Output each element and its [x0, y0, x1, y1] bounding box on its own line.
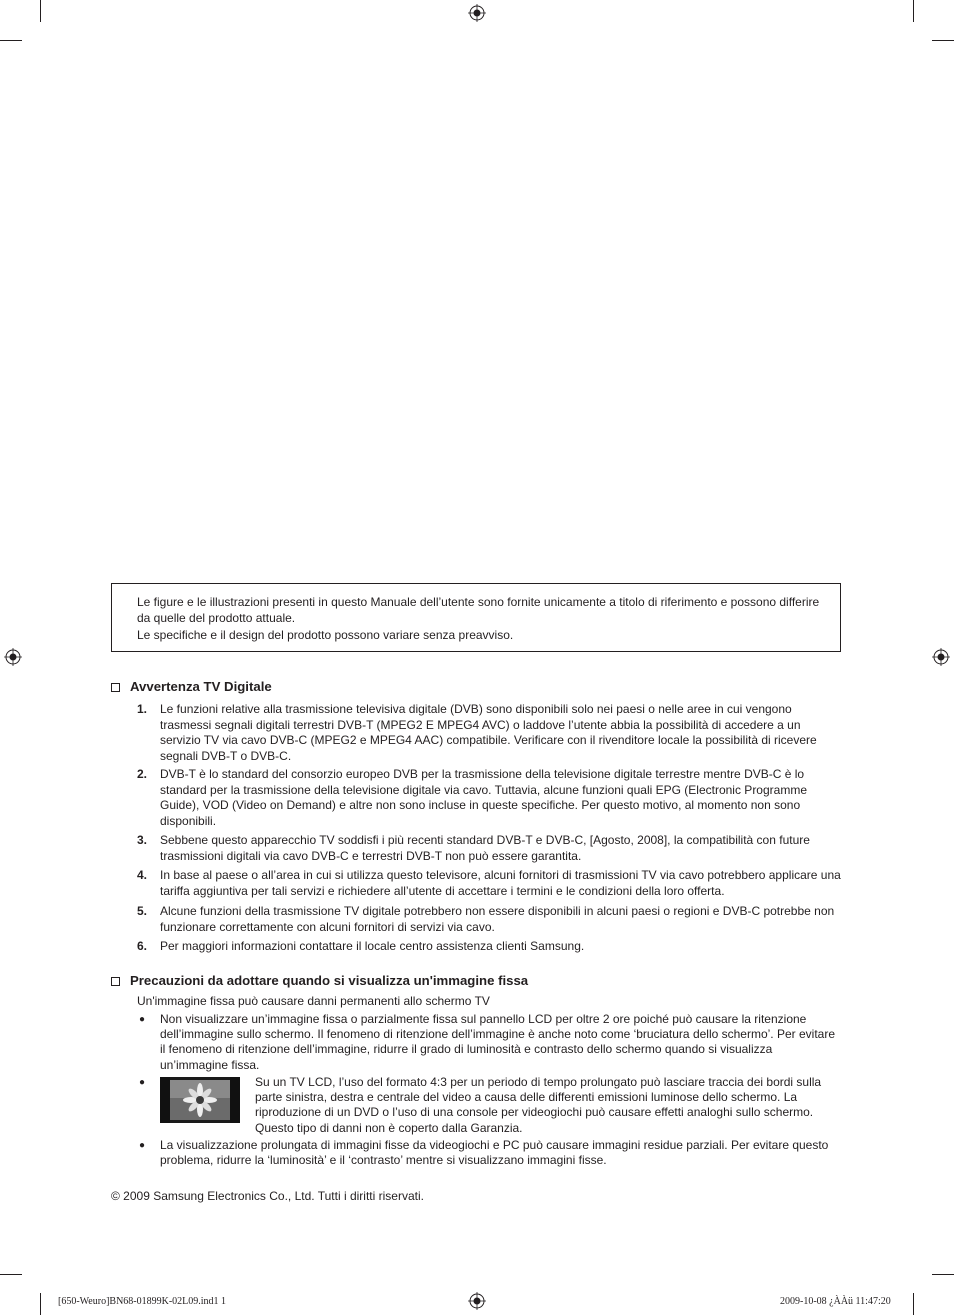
notice-box — [111, 583, 841, 652]
crop-mark — [913, 0, 914, 22]
crop-mark — [932, 40, 954, 41]
bullet-text: La visualizzazione prolungata di immagini fisse da videogiochi e PC può causare immagini residue parziali. Per evitare questo problema, ridurre la ‘luminosità’ e il ‘contrasto’ mentre si visualizzano immagini fisse. — [160, 1138, 829, 1168]
bullet-item — [137, 1138, 842, 1168]
print-footer-right: 2009-10-08 ¿ÀÀü 11:47:20 — [780, 1296, 891, 1307]
crop-mark — [40, 0, 41, 22]
list-item — [137, 702, 842, 764]
crop-mark — [932, 1274, 954, 1275]
list-item-text: Sebbene questo apparecchio TV soddisfi i più recenti standard DVB-T e DVB-C, [Agosto, 2008], la compatibilità con future trasmissioni digitali via cavo DVB-C e terrestri DVB-T non può essere garantita. — [160, 833, 810, 863]
section-title-text: Avvertenza TV Digitale — [130, 679, 272, 694]
list-item — [137, 904, 842, 935]
list-item — [137, 767, 842, 829]
registration-mark-icon — [468, 4, 486, 22]
list-item-number: 6. — [137, 939, 148, 953]
list-item-number: 1. — [137, 702, 148, 716]
notice-line: Le figure e le illustrazioni presenti in questo Manuale dell’utente sono fornite unicamente a titolo di riferimento e possono differire — [137, 595, 820, 609]
list-item-text: Per maggiori informazioni contattare il locale centro assistenza clienti Samsung. — [160, 939, 585, 953]
section-title-text: Precauzioni da adottare quando si visualizza un'immagine fissa — [130, 973, 529, 988]
crop-mark — [0, 1274, 22, 1275]
bullet-text: Non visualizzare un’immagine fissa o parzialmente fissa sul pannello LCD per oltre 2 ore poiché può causare la ritenzione dell’immagine sullo schermo. Il fenomeno di ritenzione dell’immagine è anche noto come ‘bruciatura dello schermo’. Per evitare il fenomeno di ritenzione dell’immagine, ridurre il grado di luminosità e contrasto dello schermo quando si visualizza un’immagine fissa. — [160, 1012, 835, 1072]
checkbox-square-icon — [111, 977, 120, 986]
section-title-still-image — [111, 973, 528, 989]
print-footer-left: [650-Weuro]BN68-01899K-02L09.ind1 1 — [58, 1296, 227, 1307]
bullet-icon: ● — [139, 1077, 146, 1088]
list-item-number: 3. — [137, 833, 148, 847]
tv-still-image-icon — [160, 1077, 240, 1123]
list-item-number: 4. — [137, 868, 148, 882]
list-item — [137, 868, 842, 899]
bullet-icon: ● — [139, 1140, 146, 1151]
notice-line: da quelle del prodotto attuale. — [137, 611, 296, 625]
bullet-icon: ● — [139, 1014, 146, 1025]
bullet-item — [137, 1012, 842, 1073]
list-item-text: Alcune funzioni della trasmissione TV digitale potrebbero non essere disponibili in alcuni paesi o regioni e DVB-C potrebbe non funzionare correttamente con alcuni fornitori di servizi via cavo. — [160, 904, 835, 934]
section-title-digital-tv — [111, 679, 272, 695]
list-item-text: DVB-T è lo standard del consorzio europeo DVB per la trasmissione della televisione digitale terrestre mentre DVB-C è lo standard per la trasmissione della televisione digitale via cavo. Tuttavia, alcune funzioni quali EPG (Electronic Programme Guide), VOD (Video on Demand) e altre non sono incluse in queste specifiche. Per questo motivo, al momento non sono disponibili. — [160, 767, 807, 828]
crop-mark — [40, 1293, 41, 1315]
list-item — [137, 833, 842, 864]
registration-mark-icon — [468, 1292, 486, 1310]
bullet-text: Su un TV LCD, l’uso del formato 4:3 per un periodo di tempo prolungato può lasciare traccia dei bordi sulla parte sinistra, destra e centrale del video a causa delle differenti emissioni luminose dello schermo. La riproduzione di un DVD o l’uso di una console per videogiochi può causare effetti analoghi sullo schermo. Questo tipo di danni non è coperto dalla Garanzia. — [255, 1075, 822, 1135]
list-item-number: 2. — [137, 767, 148, 781]
crop-mark — [913, 1293, 914, 1315]
list-item-text: In base al paese o all’area in cui si utilizza questo televisore, alcuni fornitori di trasmissioni TV via cavo potrebbero applicare una tariffa aggiuntiva per tali servizi e richiedere all’utente di accettare i termini e le condizioni della loro offerta. — [160, 868, 841, 898]
notice-line: Le specifiche e il design del prodotto possono variare senza preavviso. — [137, 628, 514, 642]
checkbox-square-icon — [111, 683, 120, 692]
list-item — [137, 939, 842, 955]
list-item-number: 5. — [137, 904, 148, 918]
registration-mark-icon — [4, 648, 22, 666]
crop-mark — [0, 40, 22, 41]
bullet-item-with-image — [137, 1075, 842, 1136]
section-intro: Un'immagine fissa può causare danni permanenti allo schermo TV — [137, 994, 490, 1008]
copyright-text: © 2009 Samsung Electronics Co., Ltd. Tutti i diritti riservati. — [111, 1189, 424, 1203]
registration-mark-icon — [932, 648, 950, 666]
list-item-text: Le funzioni relative alla trasmissione televisiva digitale (DVB) sono disponibili solo nei paesi o nelle aree in cui vengono trasmessi segnali digitali terrestri DVB-T (MPEG2 E MPEG4 AVC) o laddove l’utente abbia la possibilità di accedere a un servizio TV via cavo DVB-C (MPEG2 e MPEG4 AAC) compatibile. Verificare con il rivenditore locale la possibilità di ricevere segnali DVB-T o DVB-C. — [160, 702, 817, 763]
